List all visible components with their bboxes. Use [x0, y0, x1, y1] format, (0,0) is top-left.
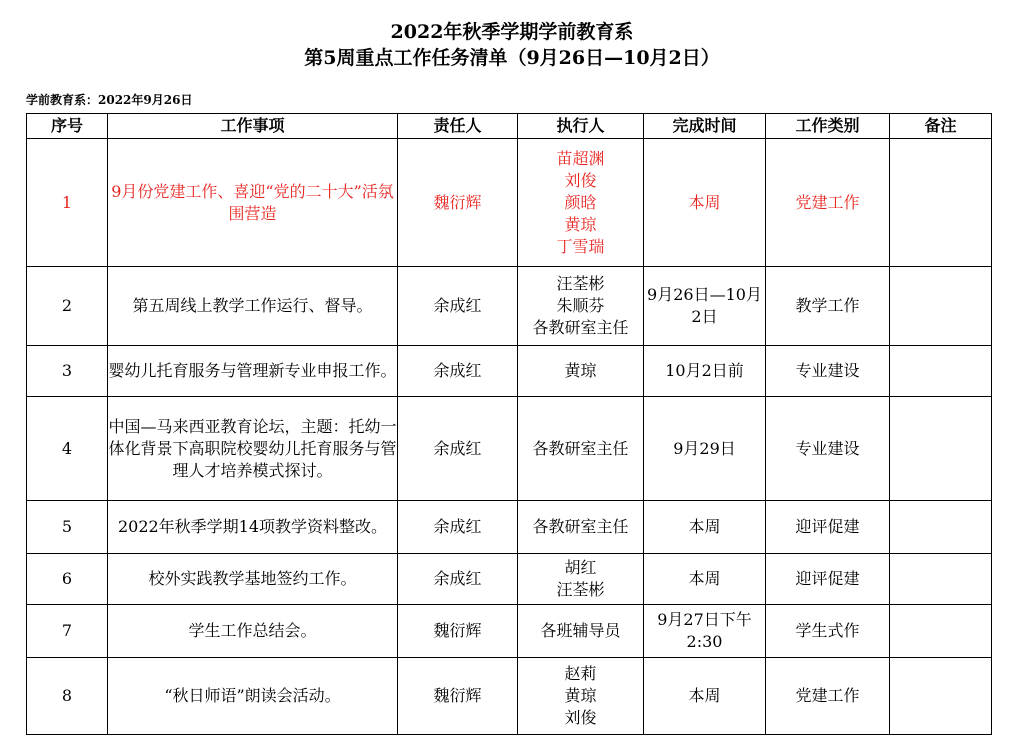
row-no: 7	[27, 605, 108, 658]
row-item: 学生工作总结会。	[108, 605, 398, 658]
row-category: 专业建设	[766, 397, 890, 501]
row-no: 1	[27, 139, 108, 267]
row-time: 9月27日下午2:30	[644, 605, 766, 658]
header-owner: 责任人	[398, 114, 518, 139]
row-note	[890, 139, 992, 267]
row-note	[890, 397, 992, 501]
header-time: 完成时间	[644, 114, 766, 139]
row-executors	[518, 267, 644, 346]
header-no: 序号	[27, 114, 108, 139]
row-category: 迎评促建	[766, 554, 890, 605]
table-row	[27, 397, 992, 501]
header-row	[27, 114, 992, 139]
header-item: 工作事项	[108, 114, 398, 139]
row-no: 4	[27, 397, 108, 501]
task-table	[26, 113, 992, 735]
row-time: 9月26日—10月2日	[644, 267, 766, 346]
executor-name: 苗超渊	[556, 148, 605, 168]
executor-name: 刘俊	[564, 708, 597, 727]
row-owner: 魏衍辉	[398, 658, 518, 735]
row-no: 8	[27, 658, 108, 735]
document-subtitle: 第5周重点工作任务清单（9月26日—10月2日）	[304, 47, 720, 69]
executor-name: 黄琼	[564, 361, 597, 380]
row-no: 5	[27, 501, 108, 554]
row-time: 本周	[644, 501, 766, 554]
executor-name: 汪荃彬	[556, 274, 605, 293]
table-row	[27, 346, 992, 397]
header-note: 备注	[890, 114, 992, 139]
row-executors	[518, 501, 644, 554]
row-owner: 余成红	[398, 501, 518, 554]
table-row	[27, 658, 992, 735]
row-time: 10月2日前	[644, 346, 766, 397]
row-note	[890, 658, 992, 735]
row-category: 教学工作	[766, 267, 890, 346]
row-note	[890, 605, 992, 658]
row-category: 专业建设	[766, 346, 890, 397]
row-note	[890, 501, 992, 554]
row-category: 学生式作	[766, 605, 890, 658]
row-item: 第五周线上教学工作运行、督导。	[108, 267, 398, 346]
row-item: 校外实践教学基地签约工作。	[108, 554, 398, 605]
executor-name: 各教研室主任	[532, 318, 629, 337]
row-owner: 魏衍辉	[398, 605, 518, 658]
row-owner: 余成红	[398, 267, 518, 346]
row-item: 2022年秋季学期14项教学资料整改。	[108, 501, 398, 554]
row-note	[890, 267, 992, 346]
row-executors	[518, 346, 644, 397]
row-item: 中国—马来西亚教育论坛，主题：托幼一体化背景下高职院校婴幼儿托育服务与管理人才培养模式探讨。	[108, 397, 398, 501]
row-executors	[518, 554, 644, 605]
executor-name: 各班辅导员	[540, 621, 621, 640]
row-no: 2	[27, 267, 108, 346]
row-time: 9月29日	[644, 397, 766, 501]
executor-name: 黄琼	[564, 214, 597, 234]
row-category: 党建工作	[766, 658, 890, 735]
table-row	[27, 554, 992, 605]
row-owner: 余成红	[398, 397, 518, 501]
row-time: 本周	[644, 658, 766, 735]
table-row	[27, 267, 992, 346]
row-executors	[518, 605, 644, 658]
executor-name: 刘俊	[564, 170, 597, 190]
row-item: 婴幼儿托育服务与管理新专业申报工作。	[108, 346, 398, 397]
row-owner: 魏衍辉	[398, 139, 518, 267]
table-row	[27, 501, 992, 554]
row-item: 9月份党建工作、喜迎“党的二十大”活氛围营造	[108, 139, 398, 267]
header-executor: 执行人	[518, 114, 644, 139]
executor-name: 各教研室主任	[532, 517, 629, 536]
row-time: 本周	[644, 139, 766, 267]
row-executors	[518, 397, 644, 501]
department-date: 学前教育系：2022年9月26日	[26, 93, 193, 107]
table-row	[27, 605, 992, 658]
row-item: “秋日师语”朗读会活动。	[108, 658, 398, 735]
row-category: 迎评促建	[766, 501, 890, 554]
executor-name: 朱顺芬	[556, 296, 605, 315]
row-owner: 余成红	[398, 346, 518, 397]
executor-name: 丁雪瑞	[556, 236, 605, 256]
row-time: 本周	[644, 554, 766, 605]
executor-name: 颜晗	[564, 192, 597, 212]
header-category: 工作类别	[766, 114, 890, 139]
executor-name: 赵莉	[564, 664, 597, 683]
document-title: 2022年秋季学期学前教育系	[390, 21, 634, 43]
executor-name: 各教研室主任	[532, 438, 629, 458]
executor-name: 汪荃彬	[556, 580, 605, 599]
row-no: 6	[27, 554, 108, 605]
row-owner: 余成红	[398, 554, 518, 605]
executor-name: 黄琼	[564, 686, 597, 705]
row-no: 3	[27, 346, 108, 397]
row-category: 党建工作	[766, 139, 890, 267]
row-executors	[518, 139, 644, 267]
row-note	[890, 554, 992, 605]
executor-name: 胡红	[564, 558, 597, 577]
row-executors	[518, 658, 644, 735]
row-note	[890, 346, 992, 397]
table-row	[27, 139, 992, 267]
